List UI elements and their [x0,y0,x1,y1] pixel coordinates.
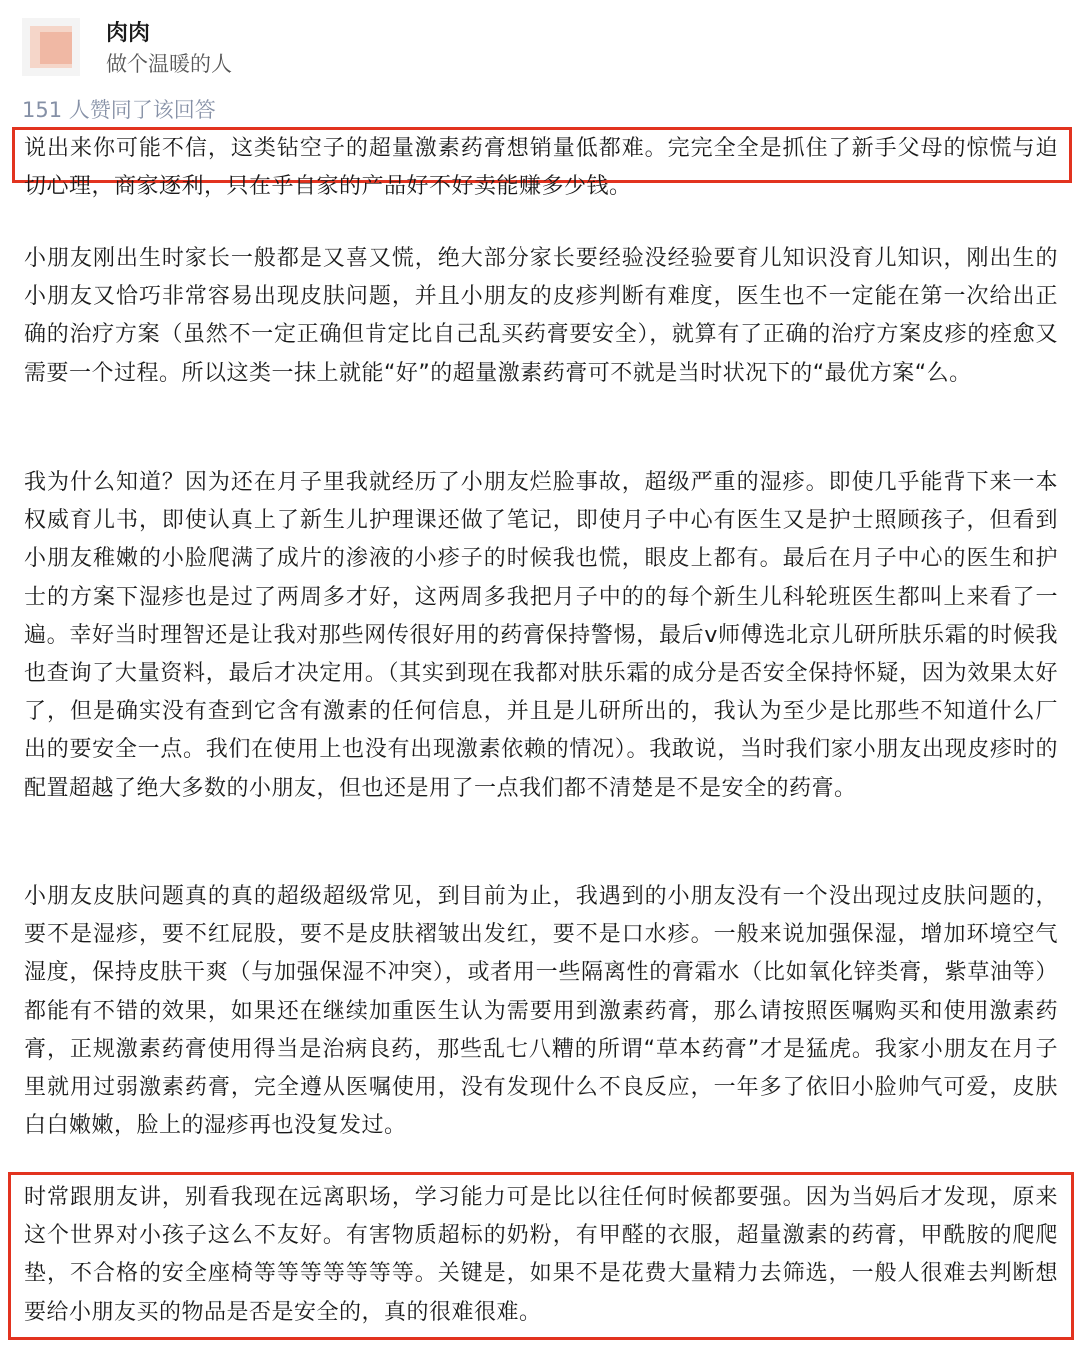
author-bio: 做个温暖的人 [106,52,232,76]
answer-paragraph-4: 小朋友皮肤问题真的真的超级超级常见，到目前为止，我遇到的小朋友没有一个没出现过皮肤问题的，要不是湿疹，要不红屁股，要不是皮肤褶皱出发红，要不是口水疹。一般来说加强保湿，增加环境空气湿度，保持皮肤干爽（与加强保湿不冲突），或者用一些隔离性的膏霜水（比如氧化锌类膏，紫草油等）都能有不错的效果，如果还在继续加重医生认为需要用到激素药膏，那么请按照医嘱购买和使用激素药膏，正规激素药膏使用得当是治病良药，那些乱七八糟的所谓“草本药膏”才是猛虎。我家小朋友在月子里就用过弱激素药膏，完全遵从医嘱使用，没有发现什么不良反应，一年多了依旧小脸帅气可爱，皮肤白白嫩嫩，脸上的湿疹再也没复发过。 [24,884,1058,1139]
avatar[interactable] [22,18,80,76]
answer-paragraph-2: 小朋友刚出生时家长一般都是又喜又慌，绝大部分家长要经验没经验要育儿知识没育儿知识，刚出生的小朋友又恰巧非常容易出现皮肤问题，并且小朋友的皮疹判断有难度，医生也不一定能在第一次给出正确的治疗方案（虽然不一定正确但肯定比自己乱买药膏要安全），就算有了正确的治疗方案皮疹的痊愈又需要一个过程。所以这类一抹上就能“好”的超量激素药膏可不就是当时状况下的“最优方案“么。 [24,246,1058,386]
author-header [22,14,622,78]
author-name[interactable]: 肉肉 [106,21,151,46]
answer-paragraph-5: 时常跟朋友讲，别看我现在远离职场，学习能力可是比以往任何时候都要强。因为当妈后才发现，原来这个世界对小孩子这么不友好。有害物质超标的奶粉，有甲醛的衣服，超量激素的药膏，甲酰胺的爬爬垫，不合格的安全座椅等等等等等等等。关键是，如果不是花费大量精力去筛选，一般人很难去判断想要给小朋友买的物品是否是安全的，真的很难很难。 [24,1185,1058,1325]
vote-count: 151 人赞同了该回答 [22,98,216,122]
avatar-image [40,32,72,64]
answer-paragraph-1: 说出来你可能不信，这类钻空子的超量激素药膏想销量低都难。完完全全是抓住了新手父母的惊慌与迫切心理，商家逐利，只在乎自家的产品好不好卖能赚多少钱。 [24,136,1058,200]
answer-paragraph-3: 我为什么知道？因为还在月子里我就经历了小朋友烂脸事故，超级严重的湿疹。即使几乎能背下来一本权威育儿书，即使认真上了新生儿护理课还做了笔记，即使月子中心有医生又是护士照顾孩子，但看到小朋友稚嫩的小脸爬满了成片的渗液的小疹子的时候我也慌，眼皮上都有。最后在月子中心的医生和护士的方案下湿疹也是过了两周多才好，这两周多我把月子中的的每个新生儿科轮班医生都叫上来看了一遍。幸好当时理智还是让我对那些网传很好用的药膏保持警惕，最后v师傅选北京儿研所肤乐霜的时候我也查询了大量资料，最后才决定用。（其实到现在我都对肤乐霜的成分是否安全保持怀疑，因为效果太好了，但是确实没有查到它含有激素的任何信息，并且是儿研所出的，我认为至少是比那些不知道什么厂出的要安全一点。我们在使用上也没有出现激素依赖的情况）。我敢说，当时我们家小朋友出现皮疹时的配置超越了绝大多数的小朋友，但也还是用了一点我们都不清楚是不是安全的药膏。 [24,470,1058,801]
